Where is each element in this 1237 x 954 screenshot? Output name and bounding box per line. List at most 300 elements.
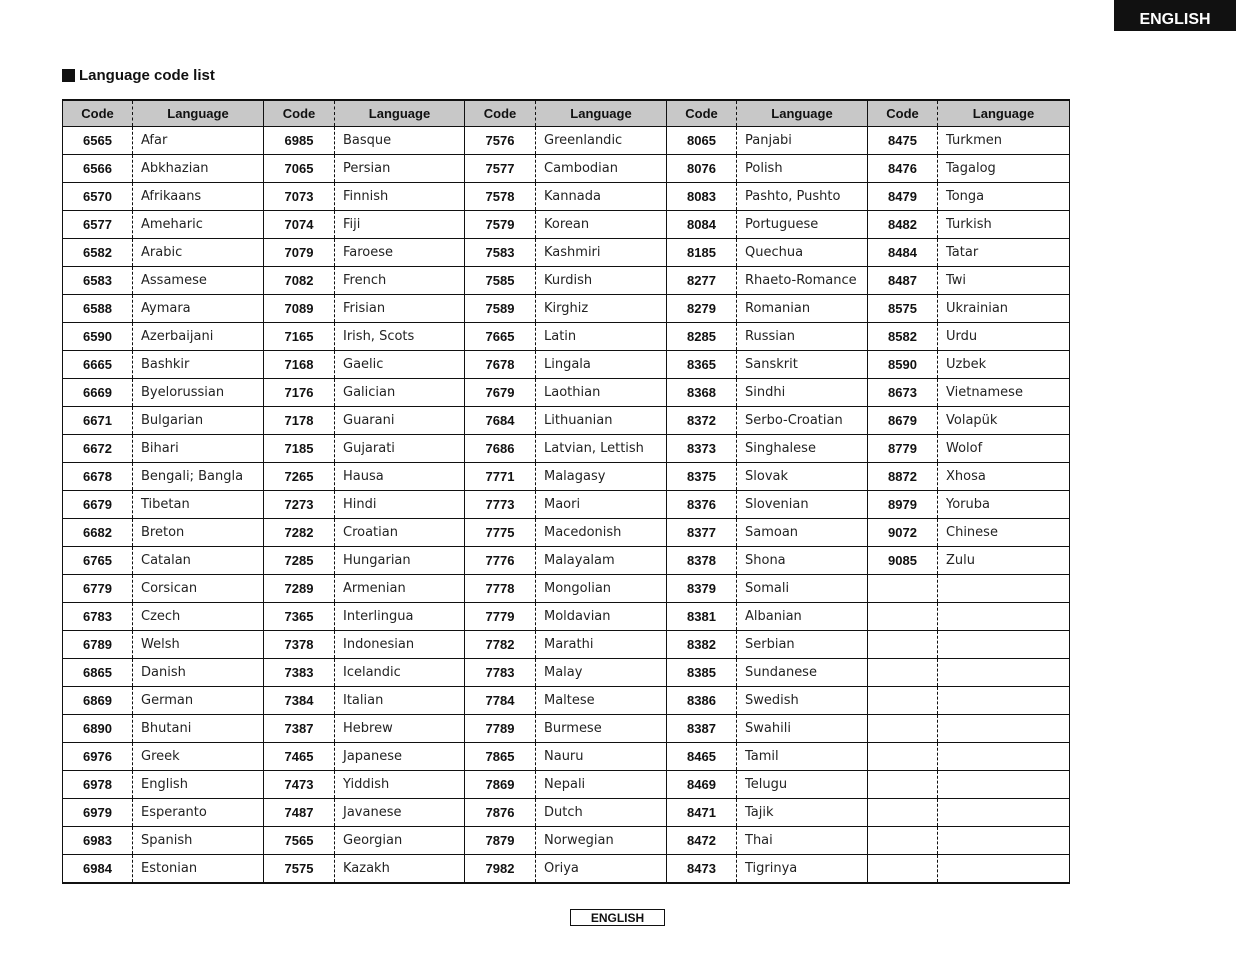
table-row: [63, 267, 1070, 295]
language-name-cell: Breton: [133, 519, 264, 547]
table-row: [63, 239, 1070, 267]
language-column-header: Language: [335, 100, 465, 127]
language-code-cell: 7176: [264, 379, 335, 407]
table-row: [63, 379, 1070, 407]
table-header-row: [63, 100, 1070, 127]
language-code-cell: 8779: [868, 435, 938, 463]
language-code-cell: 8382: [667, 631, 737, 659]
language-code-cell: 6577: [63, 211, 133, 239]
table-row: [63, 351, 1070, 379]
language-name-cell: Wolof: [938, 435, 1070, 463]
language-code-cell: 8872: [868, 463, 938, 491]
language-name-cell: Estonian: [133, 855, 264, 884]
language-code-cell: 7779: [465, 603, 536, 631]
language-code-cell: 7583: [465, 239, 536, 267]
language-code-cell: 8482: [868, 211, 938, 239]
language-code-cell: 6779: [63, 575, 133, 603]
table-row: [63, 743, 1070, 771]
language-name-cell: Japanese: [335, 743, 465, 771]
language-name-cell: Malagasy: [536, 463, 667, 491]
language-code-cell: 7771: [465, 463, 536, 491]
table-row: [63, 463, 1070, 491]
language-name-cell: Maori: [536, 491, 667, 519]
language-name-cell: Kannada: [536, 183, 667, 211]
language-name-cell: Tamil: [737, 743, 868, 771]
language-code-cell: 8368: [667, 379, 737, 407]
language-name-cell: Kashmiri: [536, 239, 667, 267]
language-code-cell: 8285: [667, 323, 737, 351]
language-code-cell: 7776: [465, 547, 536, 575]
language-code-cell: [868, 687, 938, 715]
language-code-cell: 6665: [63, 351, 133, 379]
language-code-cell: 6583: [63, 267, 133, 295]
table-row: [63, 183, 1070, 211]
language-name-cell: Romanian: [737, 295, 868, 323]
language-name-cell: [938, 855, 1070, 884]
language-code-cell: 8379: [667, 575, 737, 603]
language-name-cell: Bihari: [133, 435, 264, 463]
language-name-cell: Galician: [335, 379, 465, 407]
language-name-cell: [938, 827, 1070, 855]
language-name-cell: Polish: [737, 155, 868, 183]
language-code-cell: 8076: [667, 155, 737, 183]
language-code-cell: 8378: [667, 547, 737, 575]
language-name-cell: Turkmen: [938, 127, 1070, 155]
language-code-cell: 7065: [264, 155, 335, 183]
language-name-cell: [938, 603, 1070, 631]
language-code-cell: 8372: [667, 407, 737, 435]
language-name-cell: [938, 771, 1070, 799]
language-code-cell: 6976: [63, 743, 133, 771]
language-code-table: [62, 99, 1070, 884]
language-code-cell: 8279: [667, 295, 737, 323]
table-row: [63, 687, 1070, 715]
language-code-cell: 7686: [465, 435, 536, 463]
language-code-cell: 7782: [465, 631, 536, 659]
language-code-cell: 8387: [667, 715, 737, 743]
language-code-cell: 7465: [264, 743, 335, 771]
language-name-cell: Macedonish: [536, 519, 667, 547]
language-column-header: Language: [133, 100, 264, 127]
language-name-cell: Tonga: [938, 183, 1070, 211]
language-code-cell: 8065: [667, 127, 737, 155]
language-name-cell: Korean: [536, 211, 667, 239]
language-code-cell: 6590: [63, 323, 133, 351]
language-name-cell: Moldavian: [536, 603, 667, 631]
language-code-cell: 6865: [63, 659, 133, 687]
language-name-cell: Shona: [737, 547, 868, 575]
language-code-cell: 7178: [264, 407, 335, 435]
language-code-cell: 8590: [868, 351, 938, 379]
language-name-cell: Tigrinya: [737, 855, 868, 884]
language-code-cell: 6978: [63, 771, 133, 799]
language-name-cell: Basque: [335, 127, 465, 155]
language-code-cell: 8476: [868, 155, 938, 183]
language-code-cell: 8582: [868, 323, 938, 351]
language-name-cell: [938, 631, 1070, 659]
language-code-cell: 6678: [63, 463, 133, 491]
language-code-cell: 7473: [264, 771, 335, 799]
language-name-cell: Yiddish: [335, 771, 465, 799]
language-name-cell: Bulgarian: [133, 407, 264, 435]
language-code-cell: 8484: [868, 239, 938, 267]
language-code-cell: 6984: [63, 855, 133, 884]
language-code-cell: [868, 855, 938, 884]
language-code-cell: 7773: [465, 491, 536, 519]
language-name-cell: Kirghiz: [536, 295, 667, 323]
language-tab: ENGLISH: [1114, 0, 1236, 31]
language-name-cell: Guarani: [335, 407, 465, 435]
language-name-cell: Pashto, Pushto: [737, 183, 868, 211]
language-name-cell: Bhutani: [133, 715, 264, 743]
language-name-cell: Javanese: [335, 799, 465, 827]
language-name-cell: Quechua: [737, 239, 868, 267]
table-row: [63, 127, 1070, 155]
language-column-header: Language: [737, 100, 868, 127]
language-name-cell: Bengali; Bangla: [133, 463, 264, 491]
language-name-cell: Malay: [536, 659, 667, 687]
language-name-cell: Malayalam: [536, 547, 667, 575]
language-name-cell: Zulu: [938, 547, 1070, 575]
language-name-cell: Hausa: [335, 463, 465, 491]
language-code-cell: [868, 799, 938, 827]
language-name-cell: Afrikaans: [133, 183, 264, 211]
language-code-cell: 7289: [264, 575, 335, 603]
language-code-cell: 8487: [868, 267, 938, 295]
language-name-cell: Maltese: [536, 687, 667, 715]
language-name-cell: Cambodian: [536, 155, 667, 183]
language-name-cell: Telugu: [737, 771, 868, 799]
table-row: [63, 547, 1070, 575]
language-code-cell: 8673: [868, 379, 938, 407]
language-name-cell: Tajik: [737, 799, 868, 827]
language-name-cell: Czech: [133, 603, 264, 631]
language-code-cell: [868, 771, 938, 799]
language-code-cell: 7784: [465, 687, 536, 715]
language-code-cell: 7879: [465, 827, 536, 855]
language-code-cell: 8679: [868, 407, 938, 435]
language-name-cell: Rhaeto-Romance: [737, 267, 868, 295]
language-name-cell: Vietnamese: [938, 379, 1070, 407]
language-code-cell: 7679: [465, 379, 536, 407]
language-name-cell: Abkhazian: [133, 155, 264, 183]
language-name-cell: Afar: [133, 127, 264, 155]
language-code-cell: 8083: [667, 183, 737, 211]
language-code-cell: 9072: [868, 519, 938, 547]
language-code-cell: 6679: [63, 491, 133, 519]
language-name-cell: Indonesian: [335, 631, 465, 659]
language-code-cell: 8465: [667, 743, 737, 771]
language-name-cell: Assamese: [133, 267, 264, 295]
language-code-cell: 7082: [264, 267, 335, 295]
language-code-cell: 7387: [264, 715, 335, 743]
language-name-cell: Welsh: [133, 631, 264, 659]
language-name-cell: [938, 715, 1070, 743]
language-name-cell: Nepali: [536, 771, 667, 799]
language-name-cell: Aymara: [133, 295, 264, 323]
language-name-cell: Armenian: [335, 575, 465, 603]
language-name-cell: Tibetan: [133, 491, 264, 519]
language-name-cell: Gaelic: [335, 351, 465, 379]
language-name-cell: Ukrainian: [938, 295, 1070, 323]
language-name-cell: Finnish: [335, 183, 465, 211]
language-name-cell: Swedish: [737, 687, 868, 715]
language-code-cell: 6979: [63, 799, 133, 827]
language-code-cell: 8376: [667, 491, 737, 519]
language-code-cell: 8473: [667, 855, 737, 884]
language-code-cell: 7378: [264, 631, 335, 659]
code-column-header: Code: [63, 100, 133, 127]
language-code-cell: 7865: [465, 743, 536, 771]
language-name-cell: Urdu: [938, 323, 1070, 351]
language-code-cell: 7089: [264, 295, 335, 323]
language-code-cell: 6570: [63, 183, 133, 211]
language-code-cell: 7074: [264, 211, 335, 239]
language-code-cell: 7383: [264, 659, 335, 687]
table-row: [63, 519, 1070, 547]
language-name-cell: Icelandic: [335, 659, 465, 687]
language-name-cell: Latin: [536, 323, 667, 351]
language-code-cell: 8084: [667, 211, 737, 239]
table-row: [63, 491, 1070, 519]
language-name-cell: Burmese: [536, 715, 667, 743]
language-code-cell: 8277: [667, 267, 737, 295]
language-code-cell: 6983: [63, 827, 133, 855]
language-name-cell: Somali: [737, 575, 868, 603]
language-code-cell: 6566: [63, 155, 133, 183]
language-name-cell: Catalan: [133, 547, 264, 575]
language-name-cell: [938, 687, 1070, 715]
language-code-cell: 7168: [264, 351, 335, 379]
language-code-cell: 9085: [868, 547, 938, 575]
language-code-cell: 8365: [667, 351, 737, 379]
language-name-cell: Sindhi: [737, 379, 868, 407]
language-name-cell: Sundanese: [737, 659, 868, 687]
language-code-cell: 7778: [465, 575, 536, 603]
language-code-cell: 6869: [63, 687, 133, 715]
language-code-cell: 7079: [264, 239, 335, 267]
language-name-cell: Tagalog: [938, 155, 1070, 183]
language-name-cell: Sanskrit: [737, 351, 868, 379]
language-code-cell: 7869: [465, 771, 536, 799]
language-code-cell: 6783: [63, 603, 133, 631]
table-row: [63, 575, 1070, 603]
language-code-cell: 7589: [465, 295, 536, 323]
language-name-cell: Irish, Scots: [335, 323, 465, 351]
language-name-cell: Turkish: [938, 211, 1070, 239]
table-row: [63, 603, 1070, 631]
language-column-header: Language: [938, 100, 1070, 127]
language-code-cell: 7565: [264, 827, 335, 855]
language-code-cell: 8469: [667, 771, 737, 799]
table-row: [63, 855, 1070, 884]
language-name-cell: Slovenian: [737, 491, 868, 519]
language-name-cell: Norwegian: [536, 827, 667, 855]
language-name-cell: Greek: [133, 743, 264, 771]
language-code-cell: 7665: [465, 323, 536, 351]
table-row: [63, 631, 1070, 659]
language-name-cell: Italian: [335, 687, 465, 715]
language-name-cell: Twi: [938, 267, 1070, 295]
language-code-cell: 6682: [63, 519, 133, 547]
language-code-cell: 7982: [465, 855, 536, 884]
footer-page-label: ENGLISH: [570, 909, 665, 926]
language-name-cell: Esperanto: [133, 799, 264, 827]
language-code-cell: 8185: [667, 239, 737, 267]
table-row: [63, 323, 1070, 351]
language-name-cell: Kurdish: [536, 267, 667, 295]
language-code-cell: 8575: [868, 295, 938, 323]
language-name-cell: [938, 659, 1070, 687]
language-code-cell: 7165: [264, 323, 335, 351]
language-code-cell: 8386: [667, 687, 737, 715]
language-name-cell: Yoruba: [938, 491, 1070, 519]
language-code-cell: 7789: [465, 715, 536, 743]
language-code-cell: [868, 631, 938, 659]
language-name-cell: Dutch: [536, 799, 667, 827]
language-code-cell: [868, 659, 938, 687]
language-code-cell: 7384: [264, 687, 335, 715]
language-name-cell: Oriya: [536, 855, 667, 884]
language-code-cell: 7273: [264, 491, 335, 519]
language-code-cell: 7876: [465, 799, 536, 827]
section-title: [62, 66, 215, 84]
language-code-cell: 7073: [264, 183, 335, 211]
language-code-cell: [868, 575, 938, 603]
language-code-cell: 8979: [868, 491, 938, 519]
section-title-text: Language code list: [79, 66, 215, 84]
language-code-cell: [868, 743, 938, 771]
table-row: [63, 799, 1070, 827]
language-code-cell: [868, 827, 938, 855]
language-name-cell: Hindi: [335, 491, 465, 519]
language-code-cell: 8385: [667, 659, 737, 687]
language-code-cell: 7282: [264, 519, 335, 547]
language-code-cell: 6789: [63, 631, 133, 659]
language-name-cell: Marathi: [536, 631, 667, 659]
language-name-cell: Arabic: [133, 239, 264, 267]
table-row: [63, 771, 1070, 799]
language-name-cell: Portuguese: [737, 211, 868, 239]
language-code-cell: 8479: [868, 183, 938, 211]
language-name-cell: Faroese: [335, 239, 465, 267]
square-bullet-icon: [62, 69, 75, 82]
language-name-cell: Thai: [737, 827, 868, 855]
language-code-cell: 6669: [63, 379, 133, 407]
language-name-cell: Danish: [133, 659, 264, 687]
language-column-header: Language: [536, 100, 667, 127]
language-code-cell: 7775: [465, 519, 536, 547]
language-name-cell: Lithuanian: [536, 407, 667, 435]
language-code-cell: 8475: [868, 127, 938, 155]
language-name-cell: Kazakh: [335, 855, 465, 884]
language-name-cell: Bashkir: [133, 351, 264, 379]
language-name-cell: Volapük: [938, 407, 1070, 435]
language-name-cell: Xhosa: [938, 463, 1070, 491]
table-row: [63, 295, 1070, 323]
language-code-cell: 7185: [264, 435, 335, 463]
language-code-cell: [868, 603, 938, 631]
language-name-cell: Croatian: [335, 519, 465, 547]
language-code-cell: 7577: [465, 155, 536, 183]
language-name-cell: Byelorussian: [133, 379, 264, 407]
language-code-cell: 7576: [465, 127, 536, 155]
language-code-cell: 8373: [667, 435, 737, 463]
language-name-cell: Lingala: [536, 351, 667, 379]
table-row: [63, 155, 1070, 183]
language-code-cell: 6582: [63, 239, 133, 267]
language-code-cell: 8471: [667, 799, 737, 827]
language-code-cell: 8377: [667, 519, 737, 547]
language-name-cell: Chinese: [938, 519, 1070, 547]
language-code-cell: 7684: [465, 407, 536, 435]
language-code-cell: 6985: [264, 127, 335, 155]
language-name-cell: [938, 575, 1070, 603]
language-name-cell: Serbian: [737, 631, 868, 659]
language-name-cell: Fiji: [335, 211, 465, 239]
table-row: [63, 435, 1070, 463]
code-column-header: Code: [264, 100, 335, 127]
table-row: [63, 407, 1070, 435]
language-code-cell: 6588: [63, 295, 133, 323]
code-column-header: Code: [465, 100, 536, 127]
language-name-cell: Laothian: [536, 379, 667, 407]
language-name-cell: [938, 743, 1070, 771]
language-code-cell: 7365: [264, 603, 335, 631]
language-name-cell: Uzbek: [938, 351, 1070, 379]
table-row: [63, 211, 1070, 239]
language-name-cell: Serbo-Croatian: [737, 407, 868, 435]
language-code-cell: 6672: [63, 435, 133, 463]
language-name-cell: Hungarian: [335, 547, 465, 575]
language-name-cell: Singhalese: [737, 435, 868, 463]
language-name-cell: Greenlandic: [536, 127, 667, 155]
language-code-cell: 8472: [667, 827, 737, 855]
language-code-cell: 6890: [63, 715, 133, 743]
language-code-cell: 6765: [63, 547, 133, 575]
language-name-cell: Nauru: [536, 743, 667, 771]
language-code-cell: 6671: [63, 407, 133, 435]
language-name-cell: English: [133, 771, 264, 799]
language-name-cell: French: [335, 267, 465, 295]
language-code-cell: 7678: [465, 351, 536, 379]
language-name-cell: Mongolian: [536, 575, 667, 603]
language-code-cell: 7783: [465, 659, 536, 687]
table-row: [63, 827, 1070, 855]
language-name-cell: Gujarati: [335, 435, 465, 463]
language-name-cell: Interlingua: [335, 603, 465, 631]
language-code-cell: 6565: [63, 127, 133, 155]
language-name-cell: Georgian: [335, 827, 465, 855]
language-code-cell: [868, 715, 938, 743]
code-column-header: Code: [868, 100, 938, 127]
language-code-cell: 7285: [264, 547, 335, 575]
language-name-cell: Ameharic: [133, 211, 264, 239]
code-column-header: Code: [667, 100, 737, 127]
language-name-cell: Spanish: [133, 827, 264, 855]
language-code-cell: 7575: [264, 855, 335, 884]
language-name-cell: Tatar: [938, 239, 1070, 267]
language-name-cell: Azerbaijani: [133, 323, 264, 351]
language-code-cell: 8375: [667, 463, 737, 491]
language-name-cell: Slovak: [737, 463, 868, 491]
language-name-cell: Swahili: [737, 715, 868, 743]
language-name-cell: Persian: [335, 155, 465, 183]
language-code-cell: 8381: [667, 603, 737, 631]
language-code-cell: 7585: [465, 267, 536, 295]
language-name-cell: Albanian: [737, 603, 868, 631]
language-code-cell: 7487: [264, 799, 335, 827]
